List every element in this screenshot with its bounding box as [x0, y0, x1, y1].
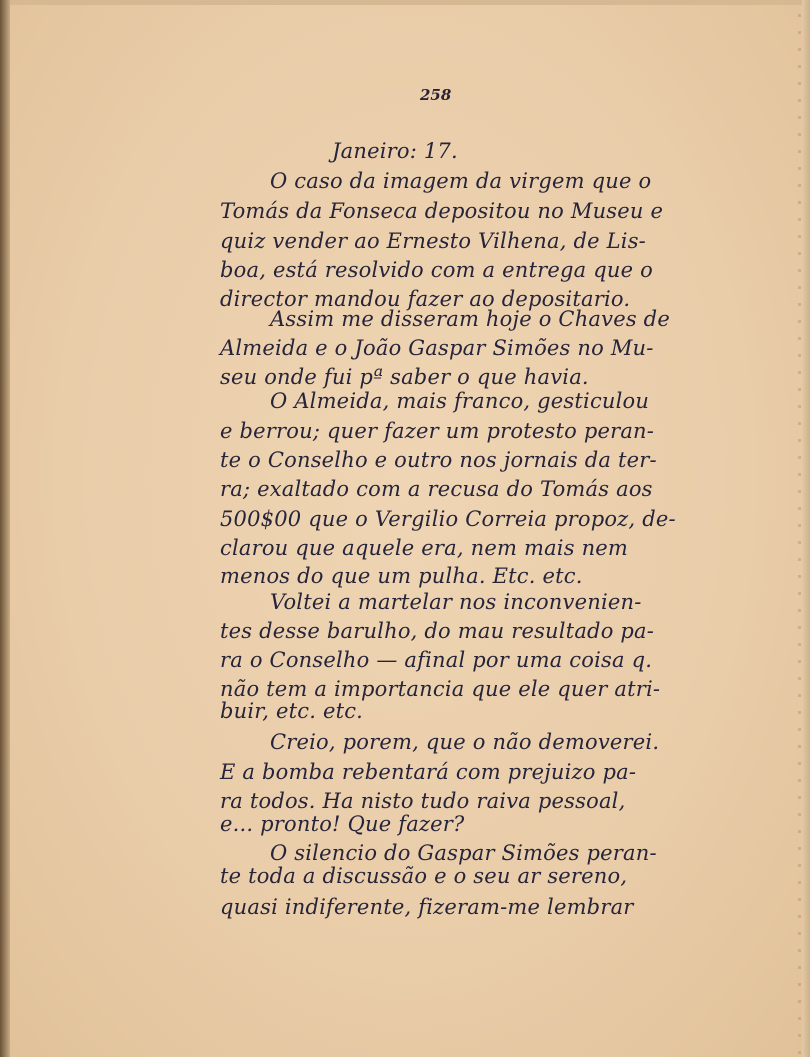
text-line: buir, etc. etc.: [220, 699, 364, 723]
text-line: seu onde fui pª saber o que havia.: [220, 365, 589, 389]
text-line: Almeida e o João Gaspar Simões no Mu-: [220, 336, 654, 360]
text-line: Voltei a martelar nos inconvenien-: [270, 590, 642, 614]
text-line: te toda a discussão e o seu ar sereno,: [220, 864, 628, 888]
text-line: 500$00 que o Vergilio Correia propoz, de-: [220, 507, 676, 531]
text-line: ra; exaltado com a recusa do Tomás aos: [220, 477, 653, 501]
text-line: Creio, porem, que o não demoverei.: [270, 730, 660, 754]
text-line: quiz vender ao Ernesto Vilhena, de Lis-: [220, 229, 646, 253]
text-line: O caso da imagem da virgem que o: [270, 169, 652, 193]
text-line: Assim me disseram hoje o Chaves de: [270, 307, 670, 331]
page-number: 258: [420, 86, 452, 104]
date-heading: Janeiro: 17.: [332, 139, 458, 163]
text-line: O silencio do Gaspar Simões peran-: [270, 841, 657, 865]
text-line: director mandou fazer ao depositario.: [220, 287, 631, 311]
text-line: boa, está resolvido com a entrega que o: [220, 258, 653, 282]
text-line: E a bomba rebentará com prejuizo pa-: [220, 760, 637, 784]
text-line: quasi indiferente, fizeram-me lembrar: [220, 895, 634, 919]
text-line: Tomás da Fonseca depositou no Museu e: [220, 199, 664, 223]
text-line: e... pronto! Que fazer?: [220, 812, 465, 836]
text-line: ra o Conselho — afinal por uma coisa q.: [220, 648, 653, 672]
text-line: O Almeida, mais franco, gesticulou: [270, 389, 650, 413]
text-line: te o Conselho e outro nos jornais da ter-: [220, 448, 657, 472]
text-line: e berrou; quer fazer um protesto peran-: [220, 419, 655, 443]
text-line: ra todos. Ha nisto tudo raiva pessoal,: [220, 789, 626, 813]
text-line: tes desse barulho, do mau resultado pa-: [220, 619, 655, 643]
text-line: clarou que aquele era, nem mais nem: [220, 536, 629, 560]
text-line: não tem a importancia que ele quer atri-: [220, 677, 661, 701]
text-line: menos do que um pulha. Etc. etc.: [220, 564, 583, 588]
